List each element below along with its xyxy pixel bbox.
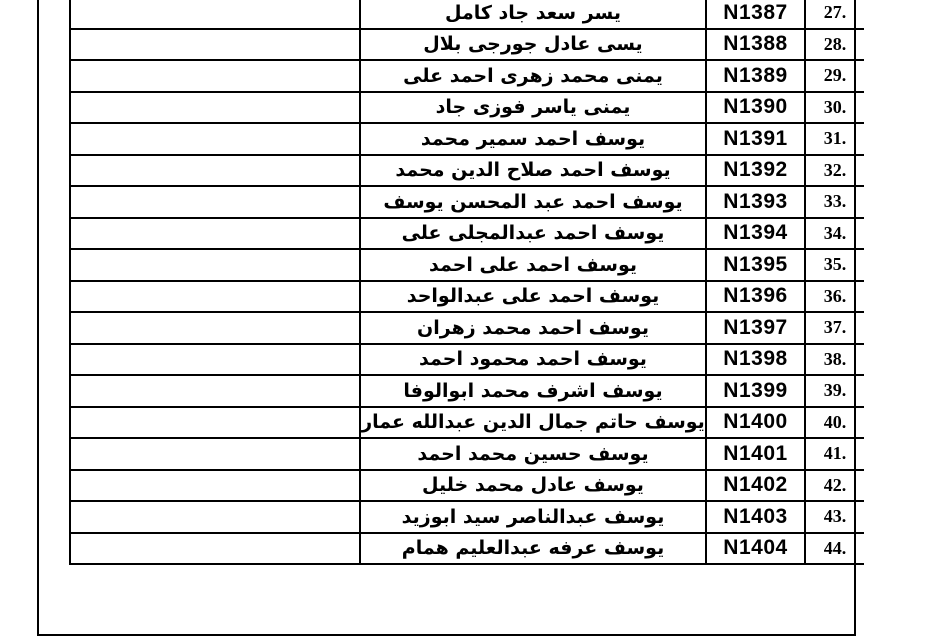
blank-cell: [70, 92, 360, 124]
student-name: يوسف احمد محمد زهران: [360, 312, 706, 344]
blank-cell: [70, 438, 360, 470]
student-name: يمنى محمد زهرى احمد على: [360, 60, 706, 92]
student-code: N1395: [706, 249, 805, 281]
student-name: يوسف احمد محمود احمد: [360, 344, 706, 376]
table-row: [70, 344, 864, 376]
blank-cell: [70, 533, 360, 565]
row-number: 41.: [805, 438, 864, 470]
row-number: 30.: [805, 92, 864, 124]
row-number: 40.: [805, 407, 864, 439]
table-row: [70, 501, 864, 533]
student-name: يوسف عرفه عبدالعليم همام: [360, 533, 706, 565]
table-row: [70, 533, 864, 565]
roster-table: [69, 0, 864, 565]
student-code: N1403: [706, 501, 805, 533]
row-number: 38.: [805, 344, 864, 376]
student-name: يوسف عادل محمد خليل: [360, 470, 706, 502]
blank-cell: [70, 249, 360, 281]
student-code: N1397: [706, 312, 805, 344]
student-name: يمنى ياسر فوزى جاد: [360, 92, 706, 124]
table-row: [70, 123, 864, 155]
blank-cell: [70, 60, 360, 92]
student-name: يوسف حاتم جمال الدين عبدالله عمار: [360, 407, 706, 439]
roster-body: [70, 0, 864, 564]
student-code: N1392: [706, 155, 805, 187]
table-row: [70, 29, 864, 61]
table-row: [70, 0, 864, 29]
row-number: 37.: [805, 312, 864, 344]
blank-cell: [70, 218, 360, 250]
row-number: 36.: [805, 281, 864, 313]
row-number: 31.: [805, 123, 864, 155]
student-code: N1390: [706, 92, 805, 124]
blank-cell: [70, 123, 360, 155]
blank-cell: [70, 0, 360, 29]
row-number: 33.: [805, 186, 864, 218]
row-number: 44.: [805, 533, 864, 565]
row-number: 35.: [805, 249, 864, 281]
student-code: N1388: [706, 29, 805, 61]
student-code: N1389: [706, 60, 805, 92]
student-name: يوسف حسين محمد احمد: [360, 438, 706, 470]
student-code: N1387: [706, 0, 805, 29]
student-code: N1399: [706, 375, 805, 407]
row-number: 27.: [805, 0, 864, 29]
table-row: [70, 312, 864, 344]
row-number: 32.: [805, 155, 864, 187]
blank-cell: [70, 407, 360, 439]
blank-cell: [70, 281, 360, 313]
blank-cell: [70, 312, 360, 344]
table-row: [70, 155, 864, 187]
row-number: 39.: [805, 375, 864, 407]
blank-cell: [70, 470, 360, 502]
table-row: [70, 186, 864, 218]
row-number: 29.: [805, 60, 864, 92]
table-row: [70, 218, 864, 250]
student-name: يوسف احمد على عبدالواحد: [360, 281, 706, 313]
row-number: 34.: [805, 218, 864, 250]
student-name: يسى عادل جورجى بلال: [360, 29, 706, 61]
blank-cell: [70, 29, 360, 61]
row-number: 28.: [805, 29, 864, 61]
blank-cell: [70, 344, 360, 376]
blank-cell: [70, 186, 360, 218]
blank-cell: [70, 375, 360, 407]
student-name: يوسف احمد عبد المحسن يوسف: [360, 186, 706, 218]
table-row: [70, 92, 864, 124]
table-row: [70, 60, 864, 92]
table-row: [70, 281, 864, 313]
row-number: 42.: [805, 470, 864, 502]
student-code: N1404: [706, 533, 805, 565]
student-name: يوسف احمد عبدالمجلى على: [360, 218, 706, 250]
student-code: N1396: [706, 281, 805, 313]
table-row: [70, 407, 864, 439]
student-name: يسر سعد جاد كامل: [360, 0, 706, 29]
student-name: يوسف احمد صلاح الدين محمد: [360, 155, 706, 187]
table-row: [70, 249, 864, 281]
student-name: يوسف احمد سمير محمد: [360, 123, 706, 155]
table-row: [70, 375, 864, 407]
student-code: N1400: [706, 407, 805, 439]
student-code: N1391: [706, 123, 805, 155]
student-name: يوسف اشرف محمد ابوالوفا: [360, 375, 706, 407]
student-code: N1393: [706, 186, 805, 218]
table-row: [70, 470, 864, 502]
table-row: [70, 438, 864, 470]
blank-cell: [70, 501, 360, 533]
student-name: يوسف عبدالناصر سيد ابوزيد: [360, 501, 706, 533]
student-code: N1398: [706, 344, 805, 376]
student-name: يوسف احمد على احمد: [360, 249, 706, 281]
student-code: N1394: [706, 218, 805, 250]
blank-cell: [70, 155, 360, 187]
student-code: N1401: [706, 438, 805, 470]
student-code: N1402: [706, 470, 805, 502]
row-number: 43.: [805, 501, 864, 533]
